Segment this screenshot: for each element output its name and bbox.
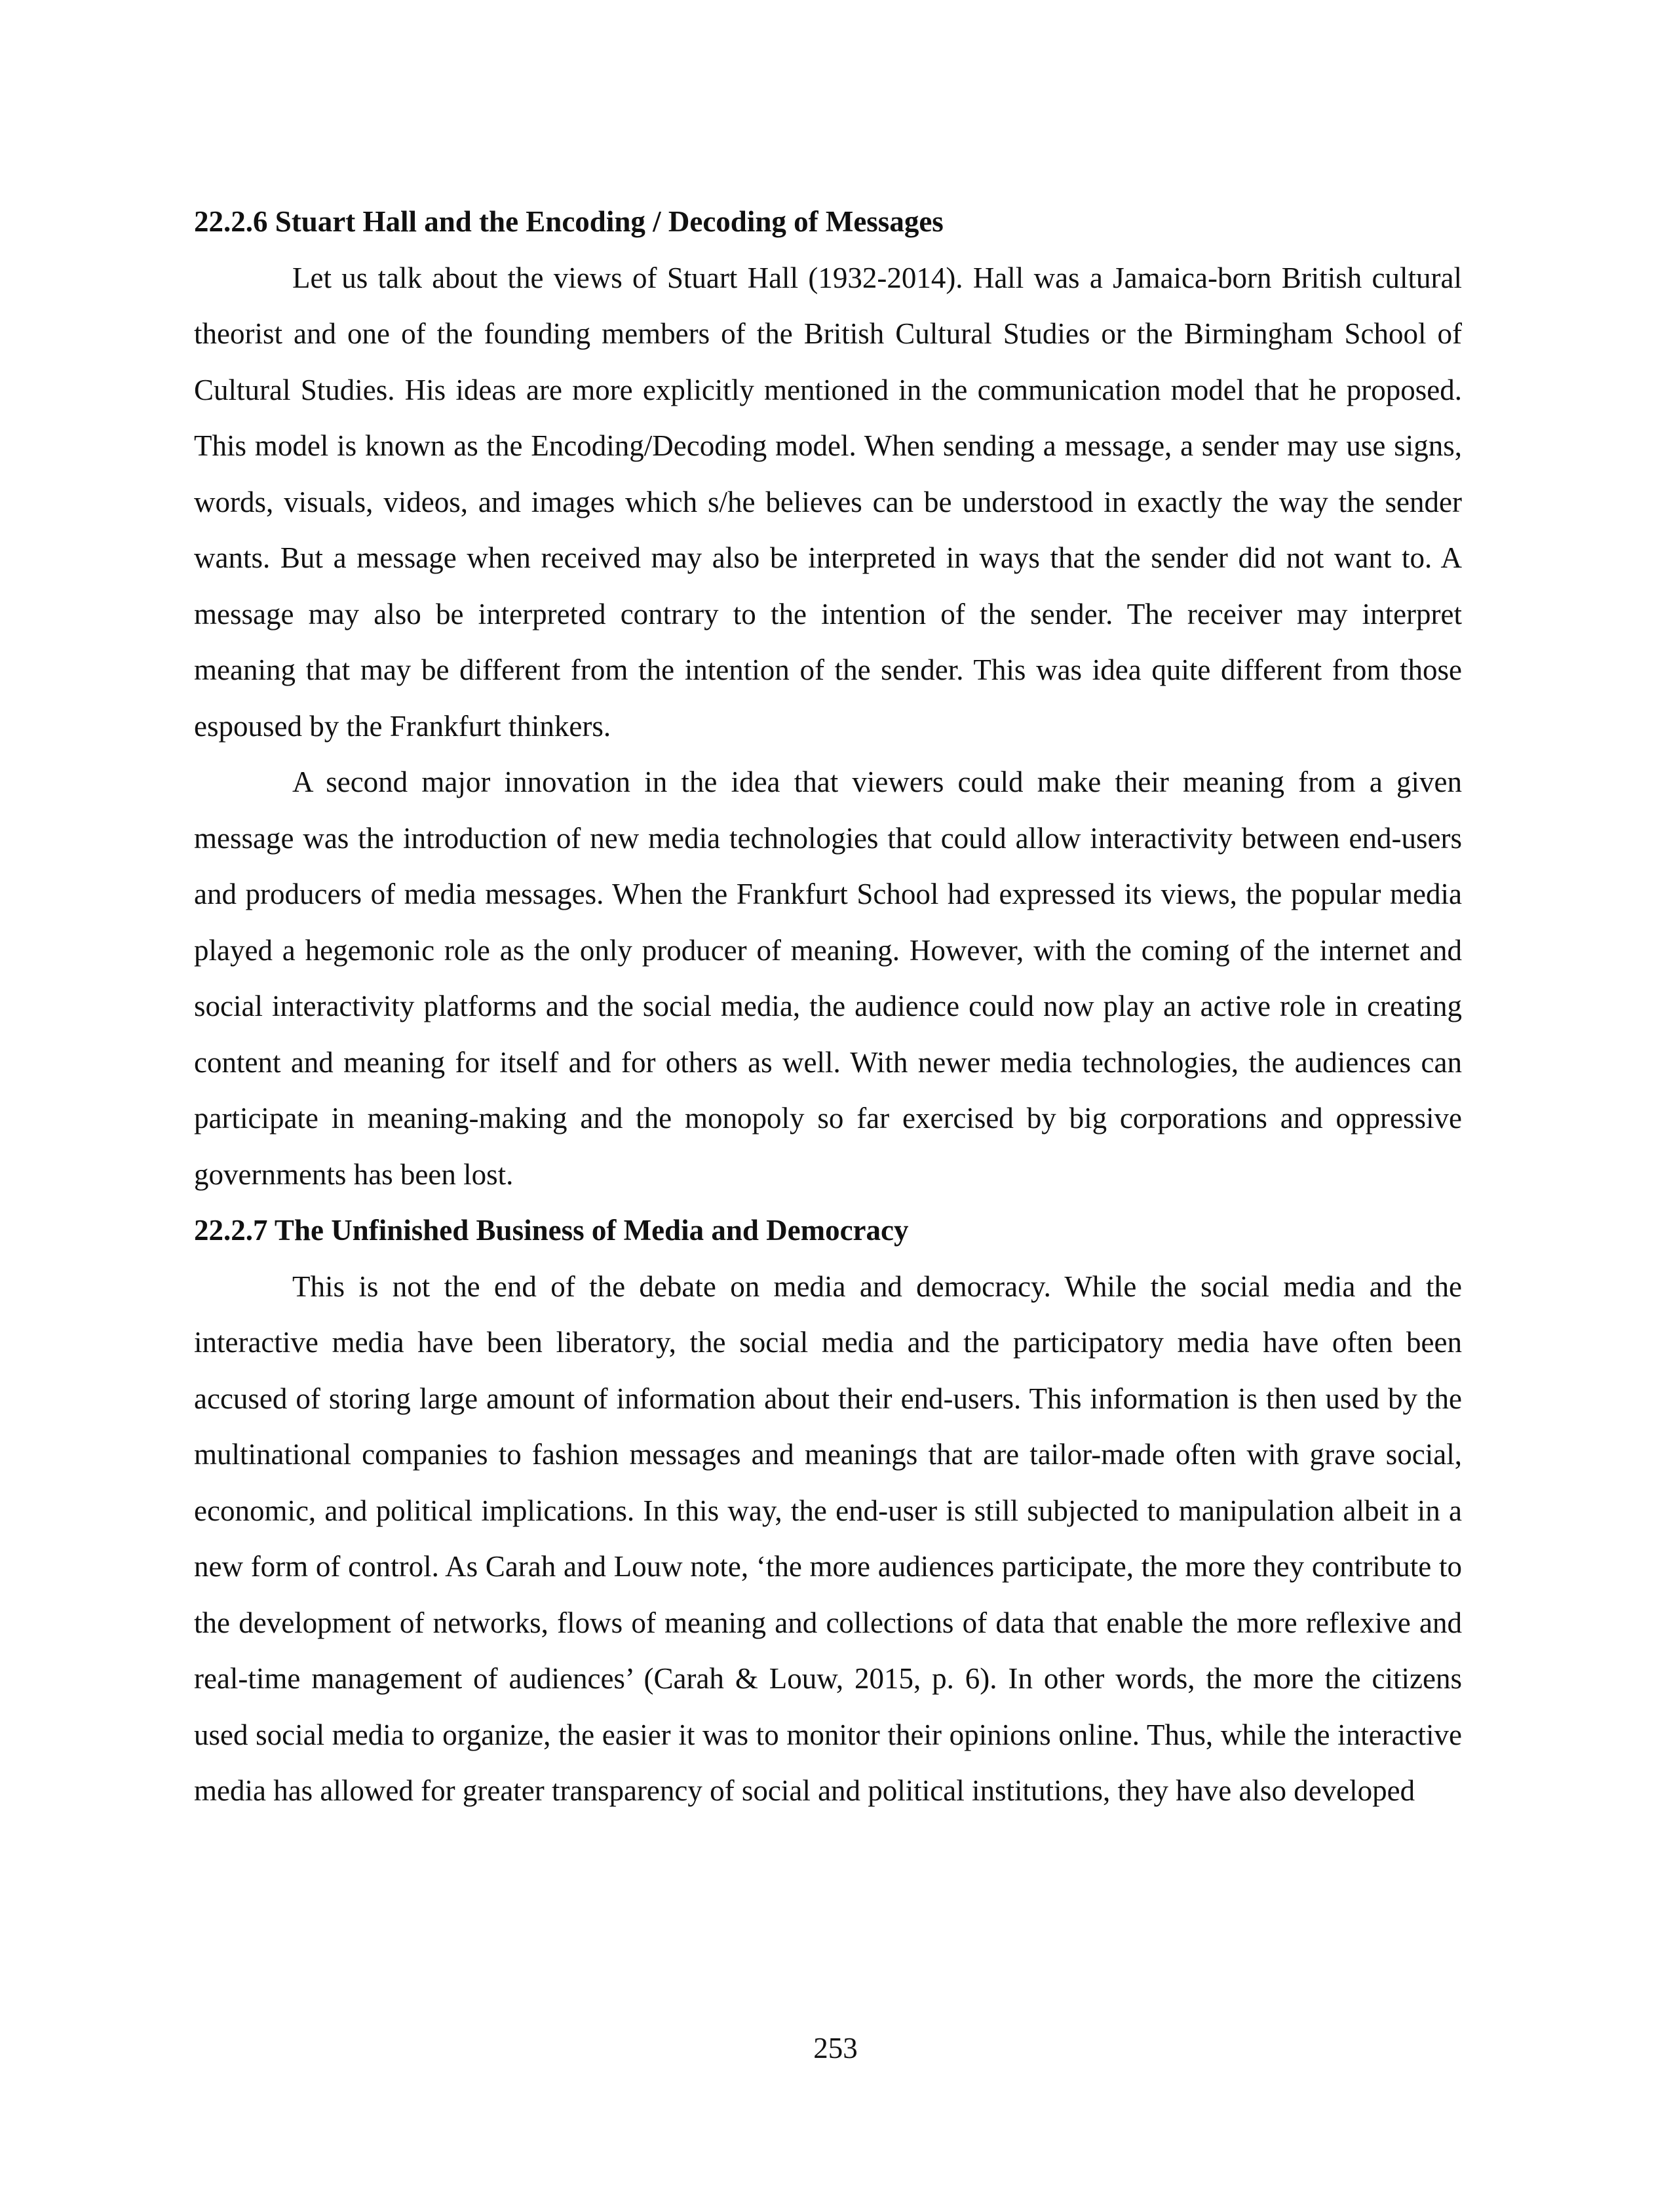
- paragraph-new-media-innovation: A second major innovation in the idea that viewers could make their meaning from a given message was the introduction of new media technologies that could allow interactivity between end-users and producers of media messages. When the Frankfurt School had expressed its views, the popular media played a hegemonic role as the only producer of meaning. However, with the coming of the internet and social interactivity platforms and the social media, the audience could now play an active role in creating content and meaning for itself and for others as well. With newer media technologies, the audiences can participate in meaning-making and the monopoly so far exercised by big corporations and oppressive governments has been lost.: [194, 766, 1462, 1191]
- page-number: 253: [813, 2032, 858, 2065]
- page-content: [194, 194, 1462, 1819]
- paragraph-media-democracy-debate: This is not the end of the debate on media and democracy. While the social media and the interactive media have been liberatory, the social media and the participatory media have often been accused of storing large amount of information about their end-users. This information is then used by the multinational companies to fashion messages and meanings that are tailor-made often with grave social, economic, and political implications. In this way, the end-user is still subjected to manipulation albeit in a new form of control. As Carah and Louw note, ‘the more audiences participate, the more they contribute to the development of networks, flows of meaning and collections of data that enable the more reflexive and real-time management of audiences’ (Carah & Louw, 2015, p. 6). In other words, the more the citizens used social media to organize, the easier it was to monitor their opinions online. Thus, while the interactive media has allowed for greater transparency of social and political institutions, they have also developed: [194, 1270, 1462, 1807]
- section-heading-unfinished-business: 22.2.7 The Unfinished Business of Media and Democracy: [194, 1214, 909, 1247]
- paragraph-stuart-hall-views: Let us talk about the views of Stuart Hall (1932-2014). Hall was a Jamaica-born British cultural theorist and one of the founding members of the British Cultural Studies or the Birmingham School of Cultural Studies. His ideas are more explicitly mentioned in the communication model that he proposed. This model is known as the Encoding/Decoding model. When sending a message, a sender may use signs, words, visuals, videos, and images which s/he believes can be understood in exactly the way the sender wants. But a message when received may also be interpreted in ways that the sender did not want to. A message may also be interpreted contrary to the intention of the sender. The receiver may interpret meaning that may be different from the intention of the sender. This was idea quite different from those espoused by the Frankfurt thinkers.: [194, 261, 1462, 743]
- section-heading-stuart-hall: 22.2.6 Stuart Hall and the Encoding / Decoding of Messages: [194, 205, 944, 238]
